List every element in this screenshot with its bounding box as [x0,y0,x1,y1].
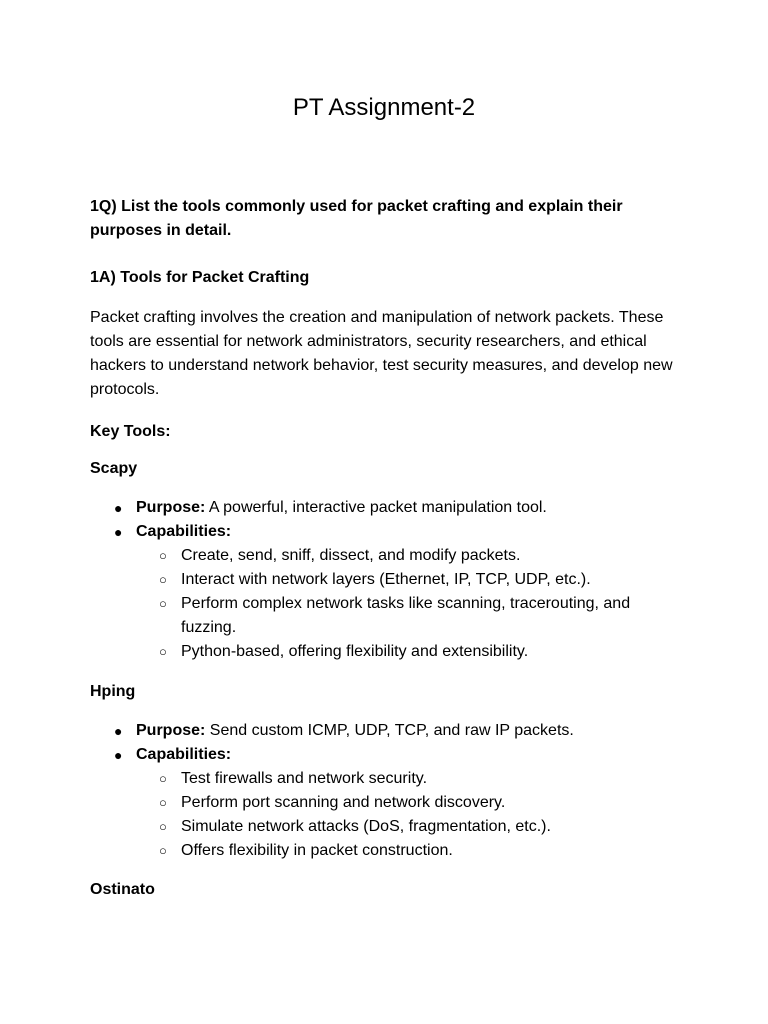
question-text: 1Q) List the tools commonly used for packet crafting and explain their purposes in detail. [90,198,623,239]
intro-paragraph: Packet crafting involves the creation and manipulation of network packets. These tools are essential for network administrators, security researchers, and ethical hackers to understand network behavior, test security measures, and develop new protocols. [90,309,673,398]
purpose-item [90,496,690,520]
tool-heading-ostinato: Ostinato [90,881,155,898]
capability-item [136,815,690,839]
capabilities-label: Capabilities: [136,746,232,763]
bullet-icon: ● [114,500,123,516]
capability-text: Test firewalls and network security. [181,770,428,787]
purpose-label: Purpose: [136,499,206,516]
capabilities-item [90,520,690,664]
circle-bullet-icon: ○ [159,548,167,563]
purpose-label: Purpose: [136,722,206,739]
circle-bullet-icon: ○ [159,795,167,810]
bullet-icon: ● [114,524,123,540]
capability-item [136,568,690,592]
capability-item [136,544,690,568]
capability-item [136,839,690,863]
capabilities-list [136,767,690,863]
capability-text: Python-based, offering flexibility and extensibility. [181,643,529,660]
circle-bullet-icon: ○ [159,644,167,659]
purpose-text: Send custom ICMP, UDP, TCP, and raw IP packets. [209,722,574,739]
tool-heading-hping: Hping [90,683,136,700]
circle-bullet-icon: ○ [159,572,167,587]
capability-item [136,767,690,791]
capability-item [136,791,690,815]
circle-bullet-icon: ○ [159,771,167,786]
capabilities-label: Capabilities: [136,523,232,540]
circle-bullet-icon: ○ [159,843,167,858]
capabilities-item [90,743,690,863]
capability-text: Perform complex network tasks like scanning, tracerouting, and fuzzing. [181,595,631,636]
tool-heading-scapy: Scapy [90,460,138,477]
tool-list-scapy [90,496,690,664]
answer-heading: 1A) Tools for Packet Crafting [90,269,310,286]
document-title: PT Assignment-2 [292,94,476,121]
bullet-icon: ● [114,723,123,739]
circle-bullet-icon: ○ [159,596,167,611]
capability-item [136,640,690,664]
bullet-icon: ● [114,747,123,763]
purpose-text: A powerful, interactive packet manipulation tool. [208,499,547,516]
circle-bullet-icon: ○ [159,819,167,834]
capability-text: Perform port scanning and network discovery. [181,794,506,811]
capability-text: Offers flexibility in packet construction. [181,842,453,859]
key-tools-label: Key Tools: [90,423,171,440]
tool-list-hping [90,719,690,863]
capability-text: Interact with network layers (Ethernet, IP, TCP, UDP, etc.). [181,571,591,588]
capabilities-list [136,544,690,664]
capability-text: Create, send, sniff, dissect, and modify packets. [181,547,521,564]
purpose-item [90,719,690,743]
capability-item [136,592,690,640]
capability-text: Simulate network attacks (DoS, fragmentation, etc.). [181,818,551,835]
